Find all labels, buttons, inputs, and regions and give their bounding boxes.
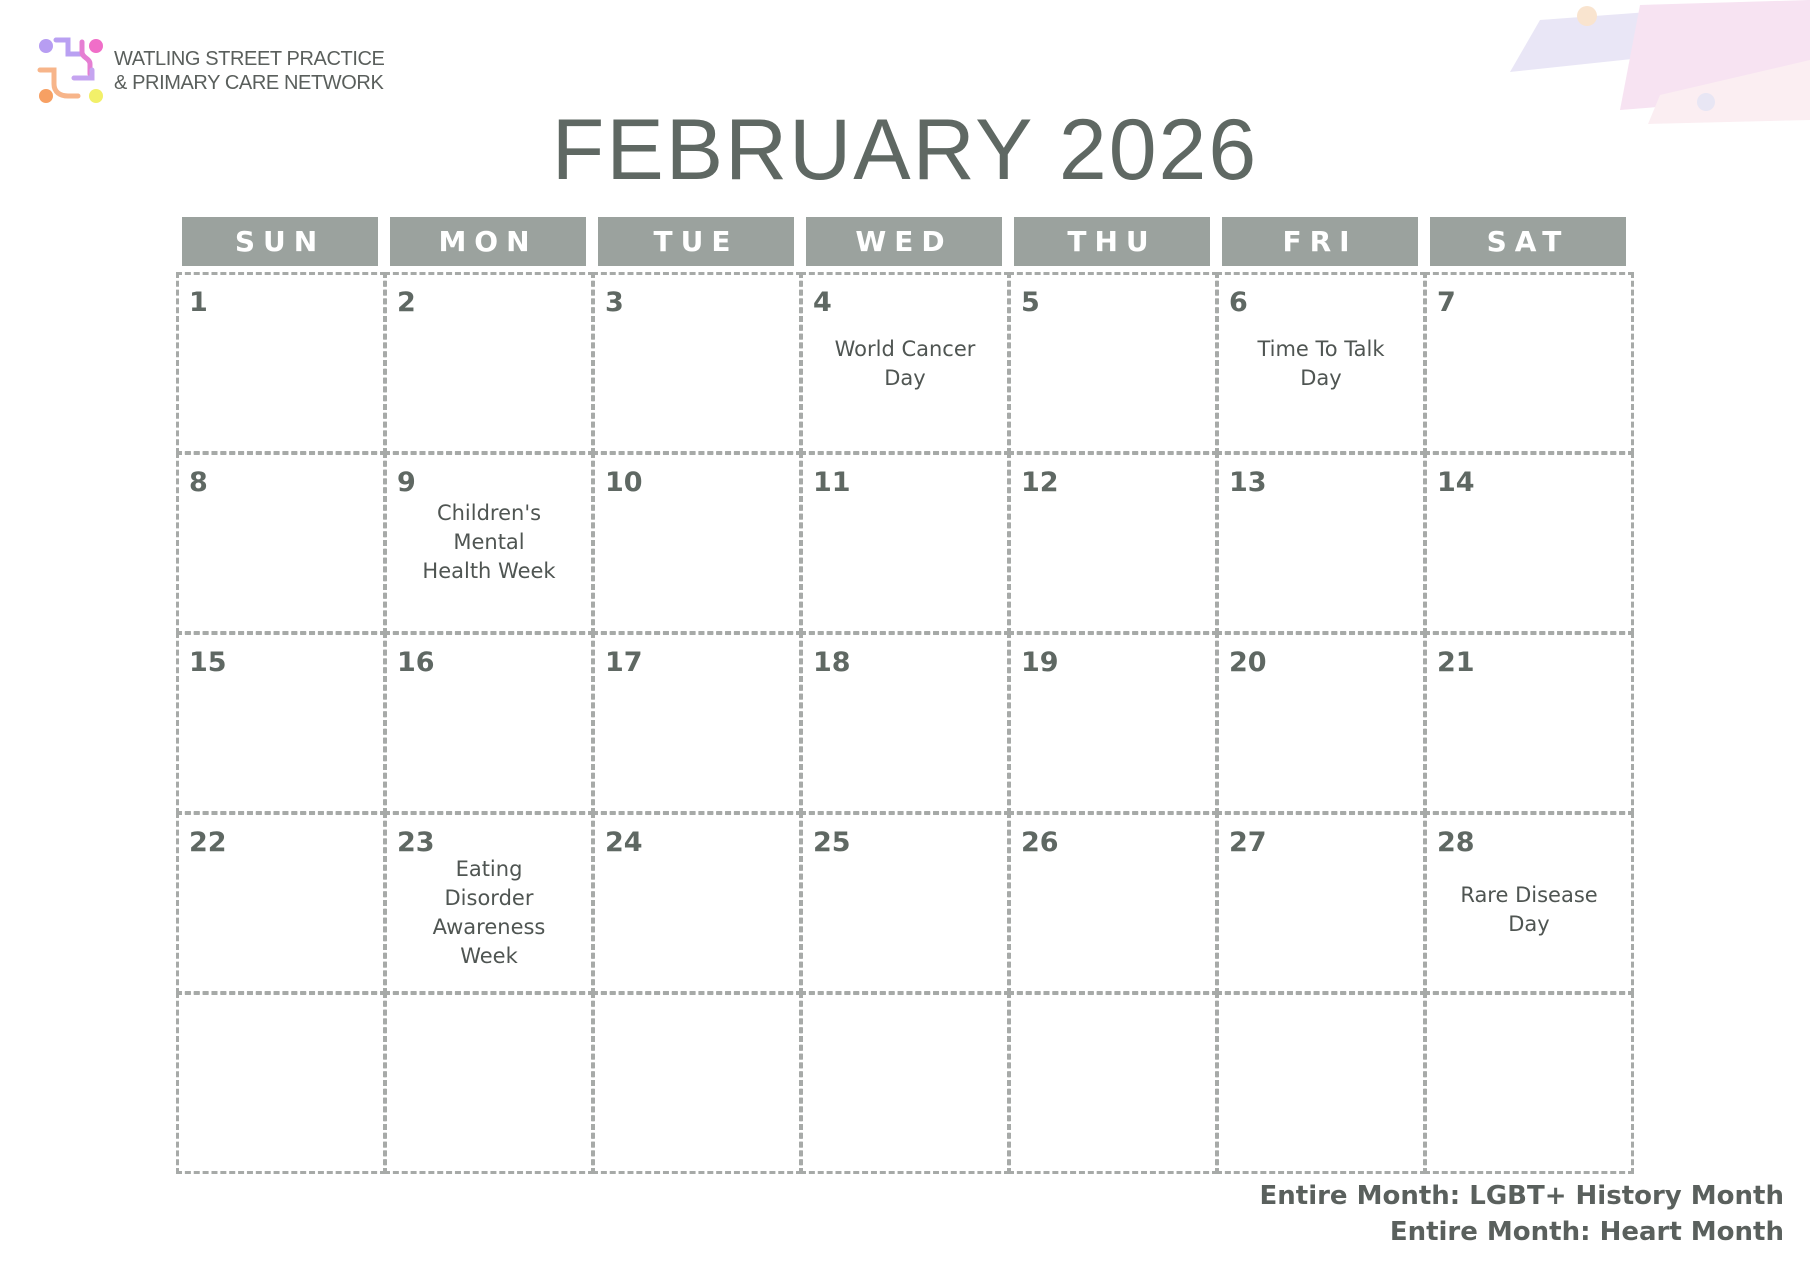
day-number: 8	[189, 467, 208, 498]
calendar-day-cell	[384, 812, 594, 994]
day-number: 11	[813, 467, 851, 498]
day-number: 12	[1021, 467, 1059, 498]
day-number: 22	[189, 827, 227, 858]
day-event: Eating Disorder Awareness Week	[432, 857, 546, 968]
day-number: 24	[605, 827, 643, 858]
calendar-day-cell	[176, 812, 386, 994]
calendar-day-cell	[384, 272, 594, 454]
calendar-day-cell	[176, 452, 386, 634]
calendar-day-cell	[384, 452, 594, 634]
calendar-day-cell	[1008, 272, 1218, 454]
calendar-day-cell	[176, 272, 386, 454]
day-number: 28	[1437, 827, 1475, 858]
calendar-day-cell	[800, 812, 1010, 994]
weekday-header-fri: FRI	[1222, 217, 1418, 266]
day-number: 4	[813, 287, 832, 318]
calendar-day-cell	[1216, 992, 1426, 1174]
day-number: 1	[189, 287, 208, 318]
calendar-day-cell	[1008, 452, 1218, 634]
day-event: Rare Disease Day	[1460, 883, 1598, 936]
day-number: 15	[189, 647, 227, 678]
calendar-day-cell	[592, 452, 802, 634]
calendar-day-cell	[1424, 812, 1634, 994]
day-number: 16	[397, 647, 435, 678]
day-number: 18	[813, 647, 851, 678]
weekday-header-mon: MON	[390, 217, 586, 266]
month-observance-lgbt: Entire Month: LGBT+ History Month	[1259, 1181, 1784, 1211]
day-number: 14	[1437, 467, 1475, 498]
calendar-day-cell	[1008, 992, 1218, 1174]
calendar-day-cell	[1008, 632, 1218, 814]
day-event: World Cancer Day	[834, 337, 976, 390]
day-number: 6	[1229, 287, 1248, 318]
calendar-day-cell	[1424, 272, 1634, 454]
day-number: 5	[1021, 287, 1040, 318]
weekday-header-thu: THU	[1014, 217, 1210, 266]
calendar-day-cell	[1008, 812, 1218, 994]
calendar-day-cell	[176, 992, 386, 1174]
calendar-day-cell	[176, 632, 386, 814]
day-number: 2	[397, 287, 416, 318]
day-number: 19	[1021, 647, 1059, 678]
practice-name-line1: WATLING STREET PRACTICE	[114, 48, 385, 70]
calendar-day-cell	[1424, 632, 1634, 814]
weekday-header-sun: SUN	[182, 217, 378, 266]
calendar-day-cell	[800, 992, 1010, 1174]
weekday-header-sat: SAT	[1430, 217, 1626, 266]
weekday-header-row	[182, 217, 1628, 266]
day-number: 13	[1229, 467, 1267, 498]
calendar-day-cell	[384, 992, 594, 1174]
weekday-header-wed: WED	[806, 217, 1002, 266]
day-number: 7	[1437, 287, 1456, 318]
day-number: 23	[397, 827, 435, 858]
weekday-header-tue: TUE	[598, 217, 794, 266]
practice-name-line2: & PRIMARY CARE NETWORK	[114, 72, 384, 94]
calendar-day-cell	[1216, 452, 1426, 634]
calendar-day-cell	[800, 632, 1010, 814]
day-event: Time To Talk Day	[1257, 337, 1385, 390]
calendar-day-cell	[1216, 632, 1426, 814]
day-number: 10	[605, 467, 643, 498]
calendar-day-cell	[592, 812, 802, 994]
practice-name	[114, 47, 384, 95]
month-observance-heart: Entire Month: Heart Month	[1389, 1217, 1784, 1247]
practice-logo	[34, 34, 384, 108]
day-event: Children's Mental Health Week	[422, 501, 556, 583]
day-number: 21	[1437, 647, 1475, 678]
day-number: 17	[605, 647, 643, 678]
calendar-day-cell	[592, 992, 802, 1174]
calendar-day-cell	[800, 272, 1010, 454]
calendar-day-cell	[1216, 812, 1426, 994]
day-number: 26	[1021, 827, 1059, 858]
day-number: 27	[1229, 827, 1267, 858]
calendar-day-cell	[800, 452, 1010, 634]
day-number: 20	[1229, 647, 1267, 678]
calendar-day-cell	[1216, 272, 1426, 454]
day-number: 25	[813, 827, 851, 858]
calendar-grid	[176, 272, 1634, 1176]
calendar-day-cell	[1424, 992, 1634, 1174]
calendar-title: FEBRUARY 2026	[551, 102, 1259, 198]
calendar-day-cell	[592, 272, 802, 454]
month-observances	[1260, 1178, 1785, 1250]
calendar-day-cell	[592, 632, 802, 814]
day-number: 3	[605, 287, 624, 318]
calendar-day-cell	[1424, 452, 1634, 634]
day-number: 9	[397, 467, 416, 498]
medical-cross-logo-icon	[34, 34, 108, 108]
calendar-day-cell	[384, 632, 594, 814]
